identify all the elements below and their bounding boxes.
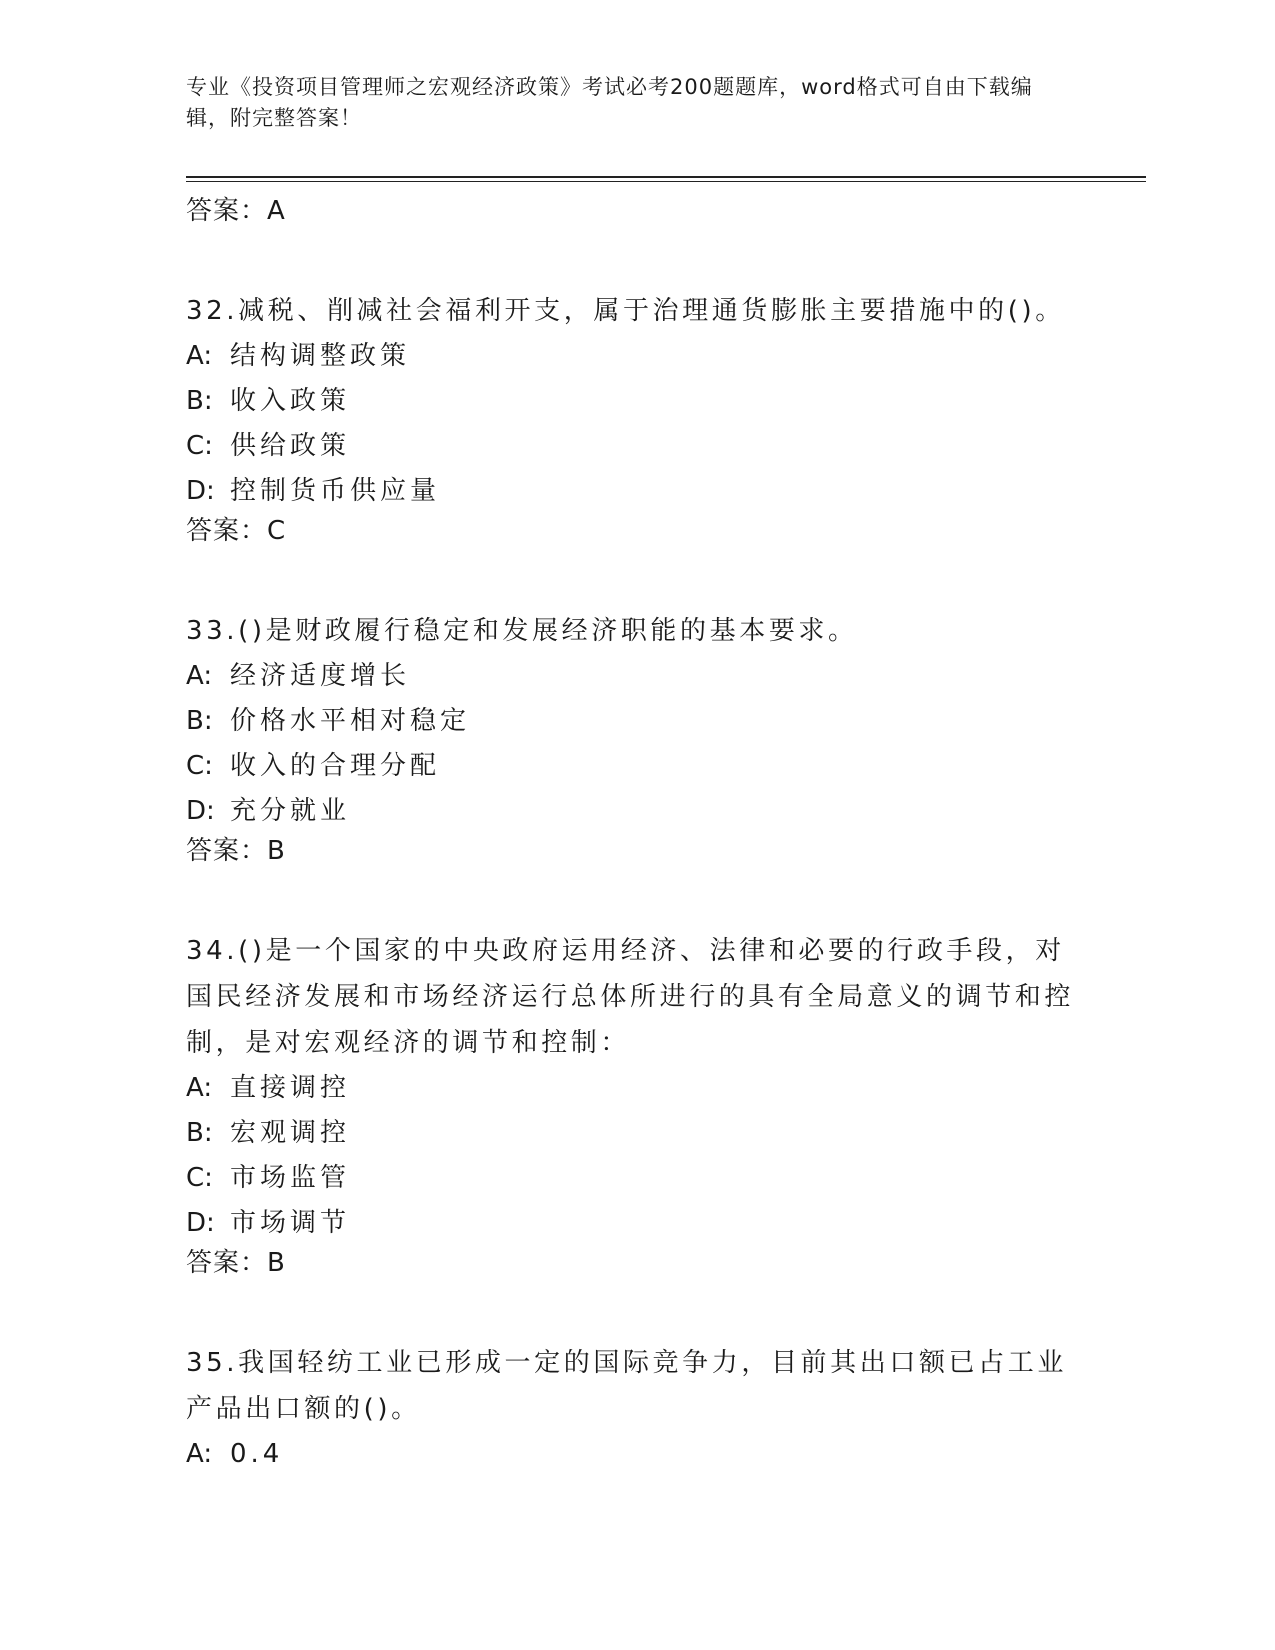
option-text: 经济适度增长 [230,661,411,691]
question-stem: 35.我国轻纺工业已形成一定的国际竞争力，目前其出口额已占工业产品出口额的()。 [186,1348,1067,1424]
document-header: 专业《投资项目管理师之宏观经济政策》考试必考200题题库，word格式可自由下载编辑，附完整答案！ [186,75,1033,130]
option-d [186,469,1086,514]
option-letter: B: [186,386,213,416]
option-a [186,654,1086,699]
question-item [186,1340,1086,1477]
answer-label: 答案：B [186,1248,286,1278]
option-c [186,744,1086,789]
option-letter: B: [186,1118,213,1148]
question-list [186,190,1086,1477]
option-letter: A: [186,341,213,371]
option-b [186,699,1086,744]
option-text: 收入的合理分配 [230,751,441,781]
option-d [186,789,1086,834]
option-text: 供给政策 [230,431,351,461]
option-letter: A: [186,1073,213,1103]
option-text: 价格水平相对稳定 [230,706,471,736]
option-b [186,1111,1086,1156]
option-text: 收入政策 [230,386,351,416]
option-text: 市场监管 [230,1163,351,1193]
option-a [186,1432,1086,1477]
option-letter: C: [186,1163,213,1193]
option-text: 控制货币供应量 [230,476,441,506]
option-letter: A: [186,661,213,691]
question-stem: 34.()是一个国家的中央政府运用经济、法律和必要的行政手段，对国民经济发展和市场经济运行总体所进行的具有全局意义的调节和控制，是对宏观经济的调节和控制： [186,936,1075,1058]
option-a [186,1066,1086,1111]
option-letter: B: [186,706,213,736]
header-divider-thick [186,176,1146,178]
option-text: 结构调整政策 [230,341,411,371]
option-letter: D: [186,1208,215,1238]
question-stem: 32.减税、削减社会福利开支，属于治理通货膨胀主要措施中的()。 [186,296,1065,326]
option-letter: C: [186,431,213,461]
answer-label: 答案：B [186,836,286,866]
header-divider-thin [186,181,1146,182]
answer-label: 答案：A [186,196,286,226]
option-a [186,334,1086,379]
option-letter: D: [186,796,215,826]
option-text: 市场调节 [230,1208,351,1238]
option-text: 充分就业 [230,796,351,826]
option-c [186,1156,1086,1201]
option-text: 宏观调控 [230,1118,351,1148]
option-c [186,424,1086,469]
option-text: 直接调控 [230,1073,351,1103]
option-text: 0.4 [230,1439,284,1469]
option-letter: A: [186,1439,213,1469]
question-item [186,928,1086,1280]
question-item [186,608,1086,868]
option-d [186,1201,1086,1246]
question-item [186,288,1086,548]
option-letter: D: [186,476,215,506]
answer-label: 答案：C [186,516,287,546]
option-b [186,379,1086,424]
question-stem: 33.()是财政履行稳定和发展经济职能的基本要求。 [186,616,858,646]
option-letter: C: [186,751,213,781]
